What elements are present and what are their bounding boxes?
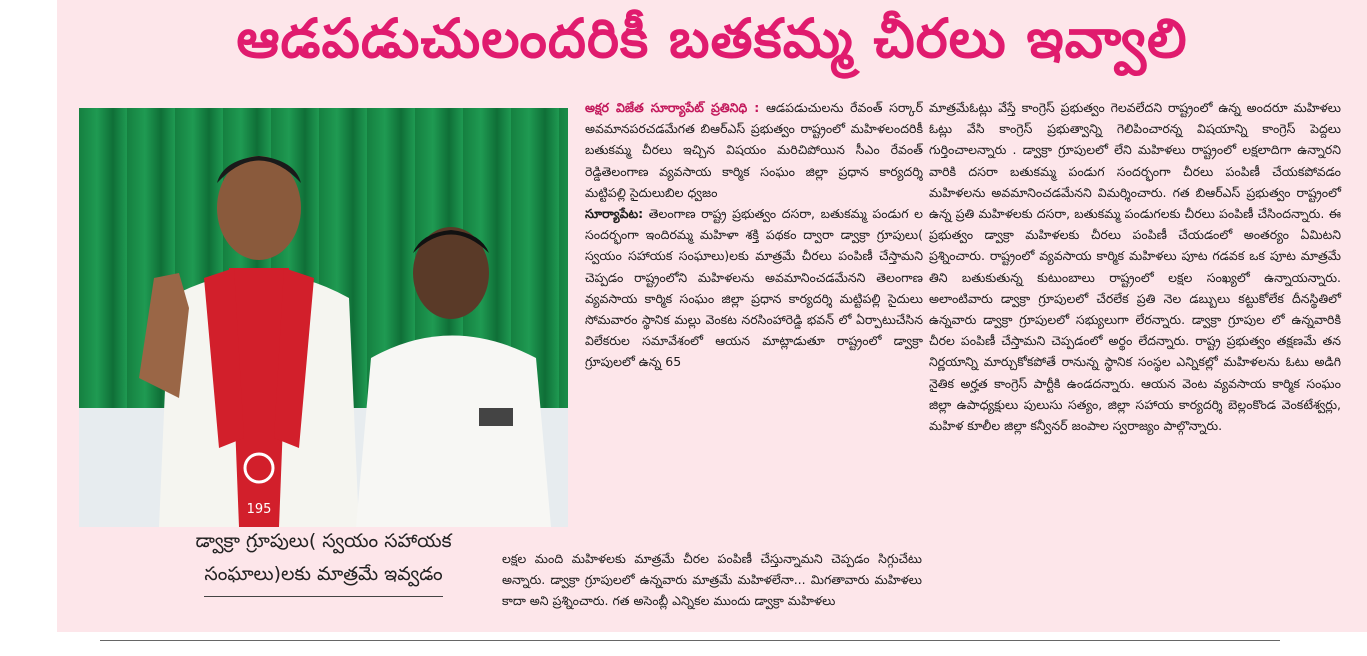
intro-paragraph: ఆడపడుచులను రేవంత్ సర్కార్ అవమానపరచడమేగత బిఆర్ఎస్ ప్రభుత్వం రాష్ట్రంలో మహిళలందరికీ బతుకమ్మ చీరలు ఇచ్చిన విషయం మరిచిపోయిన సీఎం రేవంత్ రెడ్డితెలంగాణ వ్యవసాయ కార్మిక సంఘం జిల్లా ప్రధాన కార్యదర్శి మట్టిపల్లి సైదులుబిల ధ్వజం: [585, 100, 923, 200]
article: [57, 0, 1367, 632]
person-red-scarf: [119, 138, 359, 527]
body-text: తెలంగాణ రాష్ట్ర ప్రభుత్వం దసరా, బతుకమ్మ పండుగ ల సందర్భంగా ఇందిరమ్మ మహిళా శక్తి పథకం ద్వారా డ్వాక్రా గ్రూపులు( స్వయం సహాయక సంఘాలు)లకు మాత్రమే చీరలు పంపిణీ చేస్తామని చెప్పడం రాష్ట్రంలోని మహిళలను అవమానించడమేనని తెలంగాణ వ్యవసాయ కార్మిక సంఘం జిల్లా ప్రధాన కార్యదర్శి మట్టిపల్లి సైదులు సోమవారం స్థానిక మల్లు వెంకట నరసింహారెడ్డి భవన్ లో ఏర్పాటుచేసిన విలేకరుల సమావేశంలో ఆయన మాట్లాడుతూ రాష్ట్రంలో డ్వాక్రా గ్రూపులలో ఉన్న 65: [585, 206, 923, 370]
continued-text: లక్షల మంది మహిళలకు మాత్రమే చీరల పంపిణీ చేస్తున్నామని చెప్పడం సిగ్గుచేటు అన్నారు. డ్వాక్రా గ్రూపులలో ఉన్నవారు మాత్రమే మహిళలేనా... మిగతావారు మహిళలు కాదా అని ప్రశ్నించారు. గత అసెంబ్లీ ఎన్నికల ముందు డ్వాక్రా మహిళలు: [502, 551, 922, 609]
article-column-1: [585, 97, 923, 373]
body-paragraph: [585, 203, 923, 373]
caption-line-2: సంఘాలు)లకు మాత్రమే ఇవ్వడం: [204, 563, 442, 597]
article-column-1-continued: [502, 548, 922, 612]
column-2-text: మాత్రమేఓట్లు వేస్తే కాంగ్రెస్ ప్రభుత్వం గెలవలేదని రాష్ట్రంలో ఉన్న అందరూ మహిళలు ఓట్లు వేసి కాంగ్రెస్ ప్రభుత్వాన్ని గెలిపించారన్న విషయాన్ని కాంగ్రెస్ పెద్దలు గుర్తించాలన్నారు . డ్వాక్రా గ్రూపులలో లేని మహిళలు రాష్ట్రంలో లక్షలాదిగా ఉన్నారని వారికి దసరా బతుకమ్మ పండుగ సందర్భంగా చీరలు పంపిణీ చేయకపోవడం మహిళలను అవమానించడమేనని విమర్శించారు. గత బిఆర్ఎస్ ప్రభుత్వం రాష్ట్రంలో ఉన్న ప్రతి మహిళలకు దసరా, బతుకమ్మ పండుగలకు చీరలు పంపిణీ చేసిందన్నారు. ఈ ప్రభుత్వం డ్వాక్రా మహిళలకు చీరలు పంపిణీ చేయడంలో అంతర్యం ఏమిటని ప్రశ్నించారు. రాష్ట్రంలో వ్యవసాయ కార్మిక మహిళలు పూట గడవక ఒక పూట మాత్రమే తిని బతుకుతున్న కుటుంబాలు రాష్ట్రంలో లక్షల సంఖ్యలో ఉన్నాయన్నారు. అలాంటివారు డ్వాక్రా గ్రూపులలో చేరలేక ప్రతి నెల డబ్బులు కట్టుకోలేక దీనస్థితిలో ఉన్నవారు డ్వాక్రా గ్రూపులలో సభ్యులుగా లేరన్నారు. డ్వాక్రా గ్రూపుల లో ఉన్నవారికి చీరల పంపిణీ చేస్తామని చెప్పడంలో అర్థం లేదన్నారు. రాష్ట్ర ప్రభుత్వం తక్షణమే తన నిర్ణయాన్ని మార్చుకోకపోతే రానున్న స్థానిక సంస్థల ఎన్నికల్లో మహిళలను ఓటు అడిగి నైతిక అర్హత కాంగ్రెస్ పార్టీకి ఉండదన్నారు. ఆయన వెంట వ్యవసాయ కార్మిక సంఘం జిల్లా ఉపాధ్యక్షులు పులుసు సత్యం, జిల్లా సహాయ కార్యదర్శి బెల్లంకొండ వెంకటేశ్వర్లు, మహిళ కూలీల జిల్లా కన్వీనర్ జంపాల స్వరాజ్యం పాల్గొన్నారు.: [929, 100, 1341, 434]
news-photo: [79, 108, 568, 527]
person-white-shirt: [351, 218, 561, 527]
dateline: సూర్యాపేట:: [585, 206, 644, 222]
photo-caption: [79, 530, 568, 597]
headline: ఆడపడుచులందరికీ బతకమ్మ చీరలు ఇవ్వాలి: [236, 6, 1188, 70]
page-divider: [100, 640, 1280, 641]
column-1-text: [585, 97, 923, 203]
flag-number: 195: [246, 502, 272, 517]
byline: అక్షర విజేత సూర్యాపేట్ ప్రతినిధి :: [585, 100, 760, 115]
caption-line-1: డ్వాక్రా గ్రూపులు( స్వయం సహాయక: [195, 530, 452, 552]
article-column-2: [929, 97, 1341, 436]
